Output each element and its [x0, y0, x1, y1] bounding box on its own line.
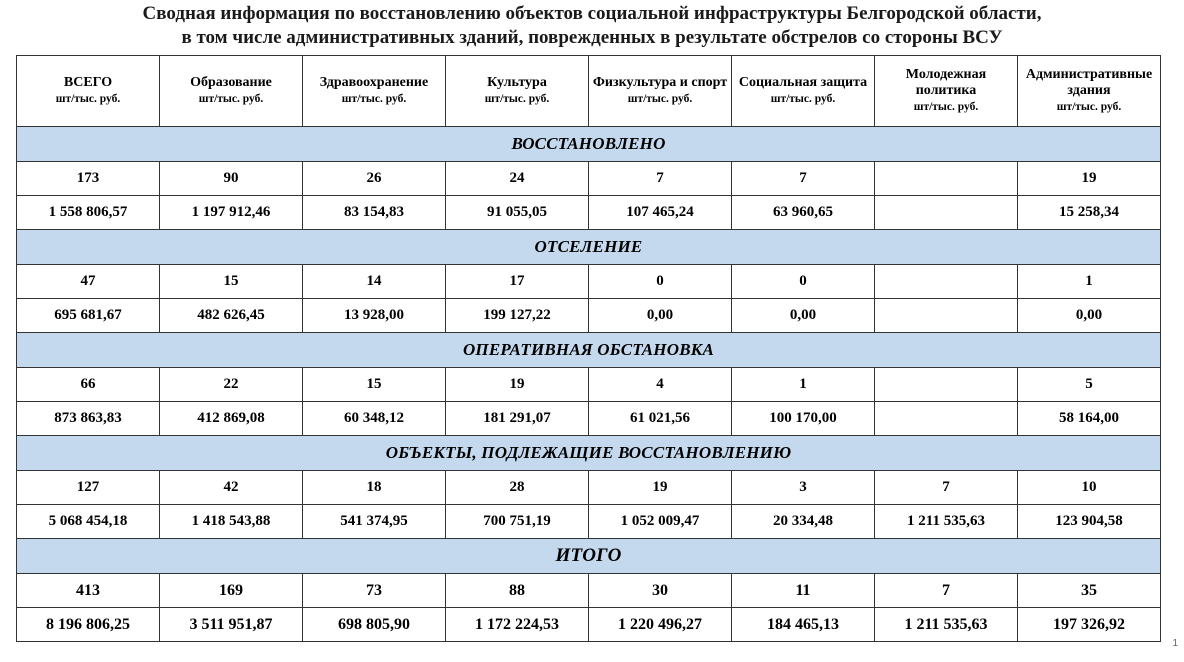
amount-cell: 1 172 224,53 — [446, 608, 589, 642]
count-cell: 1 — [1018, 265, 1161, 299]
count-cell: 1 — [732, 368, 875, 402]
count-cell: 3 — [732, 471, 875, 505]
count-cell: 24 — [446, 162, 589, 196]
column-header: Физкультура и спорт шт/тыс. руб. — [589, 56, 732, 127]
amount-cell: 695 681,67 — [17, 299, 160, 333]
column-header: Образование шт/тыс. руб. — [160, 56, 303, 127]
section-header-row — [17, 539, 1161, 574]
count-cell: 42 — [160, 471, 303, 505]
count-cell: 73 — [303, 574, 446, 608]
amount-cell: 1 220 496,27 — [589, 608, 732, 642]
count-cell: 17 — [446, 265, 589, 299]
count-cell: 0 — [589, 265, 732, 299]
column-unit: шт/тыс. руб. — [341, 93, 407, 105]
column-unit: шт/тыс. руб. — [55, 93, 121, 105]
amount-cell — [875, 299, 1018, 333]
amount-cell — [875, 402, 1018, 436]
amount-cell — [875, 196, 1018, 230]
column-header: Молодежная политика шт/тыс. руб. — [875, 56, 1018, 127]
column-unit: шт/тыс. руб. — [913, 101, 979, 113]
count-row — [17, 368, 1161, 402]
header-row — [17, 56, 1161, 127]
count-cell: 173 — [17, 162, 160, 196]
amount-cell: 482 626,45 — [160, 299, 303, 333]
section-title: ВОССТАНОВЛЕНО — [17, 127, 1161, 162]
amount-row — [17, 608, 1161, 642]
amount-cell: 15 258,34 — [1018, 196, 1161, 230]
amount-cell: 199 127,22 — [446, 299, 589, 333]
count-cell: 35 — [1018, 574, 1161, 608]
count-cell: 413 — [17, 574, 160, 608]
amount-cell: 1 211 535,63 — [875, 608, 1018, 642]
amount-cell: 541 374,95 — [303, 505, 446, 539]
count-cell — [875, 368, 1018, 402]
amount-cell: 698 805,90 — [303, 608, 446, 642]
count-cell: 10 — [1018, 471, 1161, 505]
count-cell: 19 — [446, 368, 589, 402]
count-cell: 127 — [17, 471, 160, 505]
amount-cell: 197 326,92 — [1018, 608, 1161, 642]
title-line-1: Сводная информация по восстановлению объектов социальной инфраструктуры Белгородской области, — [142, 3, 1042, 24]
amount-cell: 1 211 535,63 — [875, 505, 1018, 539]
amount-row — [17, 402, 1161, 436]
section-title: ОПЕРАТИВНАЯ ОБСТАНОВКА — [17, 333, 1161, 368]
amount-cell: 1 052 009,47 — [589, 505, 732, 539]
amount-cell: 1 197 912,46 — [160, 196, 303, 230]
column-header: Социальная защита шт/тыс. руб. — [732, 56, 875, 127]
column-header: Здравоохранение шт/тыс. руб. — [303, 56, 446, 127]
count-row — [17, 265, 1161, 299]
column-unit: шт/тыс. руб. — [198, 93, 264, 105]
count-cell: 88 — [446, 574, 589, 608]
amount-cell: 1 418 543,88 — [160, 505, 303, 539]
section-header-row — [17, 333, 1161, 368]
count-cell: 66 — [17, 368, 160, 402]
section-header-row — [17, 436, 1161, 471]
amount-cell: 700 751,19 — [446, 505, 589, 539]
column-unit: шт/тыс. руб. — [627, 93, 693, 105]
amount-row — [17, 505, 1161, 539]
section-title: ОТСЕЛЕНИЕ — [17, 230, 1161, 265]
summary-table — [16, 55, 1161, 642]
column-unit: шт/тыс. руб. — [770, 93, 836, 105]
count-cell: 47 — [17, 265, 160, 299]
column-header: Административные здания шт/тыс. руб. — [1018, 56, 1161, 127]
count-cell: 4 — [589, 368, 732, 402]
section-header-row — [17, 127, 1161, 162]
count-cell: 15 — [303, 368, 446, 402]
count-row — [17, 471, 1161, 505]
amount-cell: 5 068 454,18 — [17, 505, 160, 539]
count-cell: 7 — [589, 162, 732, 196]
amount-cell: 91 055,05 — [446, 196, 589, 230]
amount-cell: 20 334,48 — [732, 505, 875, 539]
amount-cell: 3 511 951,87 — [160, 608, 303, 642]
column-header: ВСЕГО шт/тыс. руб. — [17, 56, 160, 127]
count-cell: 28 — [446, 471, 589, 505]
amount-cell: 412 869,08 — [160, 402, 303, 436]
count-cell: 19 — [589, 471, 732, 505]
amount-cell: 184 465,13 — [732, 608, 875, 642]
column-header: Культура шт/тыс. руб. — [446, 56, 589, 127]
count-cell: 14 — [303, 265, 446, 299]
count-cell — [875, 162, 1018, 196]
title-line-2: в том числе административных зданий, поврежденных в результате обстрелов со стороны ВСУ — [181, 27, 1003, 48]
count-cell: 15 — [160, 265, 303, 299]
count-cell: 7 — [875, 574, 1018, 608]
page-number: 1 — [1172, 638, 1178, 649]
amount-cell: 1 558 806,57 — [17, 196, 160, 230]
section-header-row — [17, 230, 1161, 265]
amount-cell: 873 863,83 — [17, 402, 160, 436]
amount-cell: 8 196 806,25 — [17, 608, 160, 642]
count-cell: 7 — [875, 471, 1018, 505]
count-cell: 30 — [589, 574, 732, 608]
amount-cell: 58 164,00 — [1018, 402, 1161, 436]
count-cell: 26 — [303, 162, 446, 196]
count-cell: 169 — [160, 574, 303, 608]
amount-cell: 83 154,83 — [303, 196, 446, 230]
count-cell: 0 — [732, 265, 875, 299]
amount-cell: 60 348,12 — [303, 402, 446, 436]
count-cell: 90 — [160, 162, 303, 196]
column-unit: шт/тыс. руб. — [484, 93, 550, 105]
amount-cell: 61 021,56 — [589, 402, 732, 436]
amount-cell: 123 904,58 — [1018, 505, 1161, 539]
section-title: ИТОГО — [17, 539, 1161, 574]
count-cell: 11 — [732, 574, 875, 608]
count-cell: 19 — [1018, 162, 1161, 196]
count-cell: 5 — [1018, 368, 1161, 402]
count-cell — [875, 265, 1018, 299]
count-cell: 18 — [303, 471, 446, 505]
amount-cell: 0,00 — [732, 299, 875, 333]
column-unit: шт/тыс. руб. — [1056, 101, 1122, 113]
count-cell: 7 — [732, 162, 875, 196]
amount-cell: 181 291,07 — [446, 402, 589, 436]
amount-cell: 107 465,24 — [589, 196, 732, 230]
amount-cell: 100 170,00 — [732, 402, 875, 436]
amount-cell: 63 960,65 — [732, 196, 875, 230]
amount-row — [17, 196, 1161, 230]
amount-cell: 0,00 — [589, 299, 732, 333]
amount-cell: 13 928,00 — [303, 299, 446, 333]
count-row — [17, 574, 1161, 608]
count-cell: 22 — [160, 368, 303, 402]
amount-cell: 0,00 — [1018, 299, 1161, 333]
count-row — [17, 162, 1161, 196]
document-title — [0, 2, 1184, 50]
section-title: ОБЪЕКТЫ, ПОДЛЕЖАЩИЕ ВОССТАНОВЛЕНИЮ — [17, 436, 1161, 471]
amount-row — [17, 299, 1161, 333]
